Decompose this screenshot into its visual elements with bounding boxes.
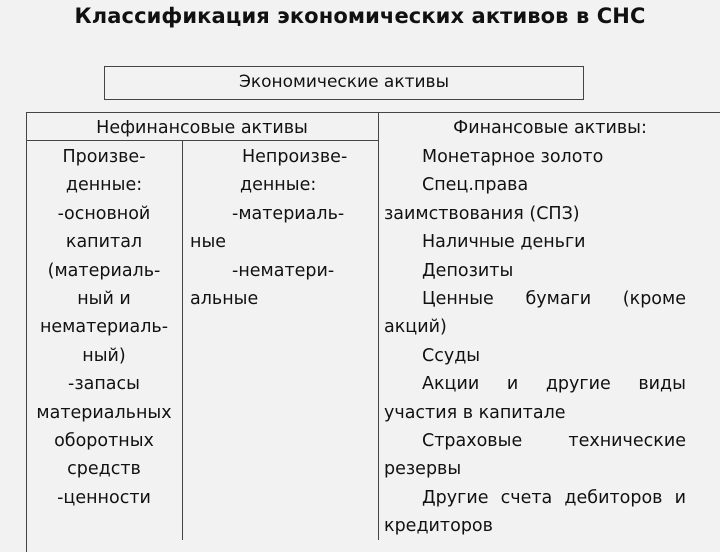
economic-assets-label: Экономические активы <box>238 72 450 92</box>
produced-line: нематериаль- <box>39 317 169 338</box>
produced-assets-column <box>26 143 182 512</box>
financial-line: Ссуды <box>422 345 481 366</box>
financial-line: заимствования (СПЗ) <box>384 203 580 224</box>
financial-line: резервы <box>384 459 462 480</box>
produced-line: Произве- <box>62 147 146 167</box>
financial-line: участия в капитале <box>384 402 566 423</box>
financial-line <box>384 285 686 313</box>
financial-word: Ценные <box>422 288 494 309</box>
financial-word: бумаги <box>525 288 592 309</box>
financial-line <box>384 370 686 398</box>
produced-line: капитал <box>65 232 143 253</box>
financial-line: Наличные деньги <box>422 232 586 253</box>
financial-header-text: Финансовые активы: <box>453 118 647 138</box>
nonproduced-line: -материаль- <box>232 203 345 224</box>
nonproduced-line: альные <box>190 288 259 309</box>
financial-word: и <box>506 374 519 395</box>
divider-main <box>378 112 379 540</box>
produced-line: -ценности <box>57 487 151 508</box>
nonproduced-line: денные: <box>240 175 317 196</box>
nonproduced-line: Непроизве- <box>242 147 348 167</box>
page-title: Классификация экономических активов в СНС <box>74 4 646 28</box>
financial-line: кредиторов <box>384 516 493 537</box>
financial-line <box>384 427 686 455</box>
financial-word: (кроме <box>622 288 686 309</box>
financial-word: дебиторов <box>564 487 663 508</box>
financial-assets-column <box>384 143 686 540</box>
financial-line: Монетарное золото <box>422 147 604 167</box>
produced-line: ный) <box>82 345 126 366</box>
nonfinancial-header-text: Нефинансовые активы <box>96 118 308 138</box>
produced-line: материальных <box>36 402 172 423</box>
nonproduced-assets-column <box>190 143 378 313</box>
produced-line: -запасы <box>68 374 140 395</box>
financial-word: Другие <box>422 487 489 508</box>
produced-line: ный и <box>77 288 131 309</box>
nonfinancial-header <box>26 114 378 142</box>
economic-assets-box <box>104 66 584 100</box>
financial-word: другие <box>545 374 611 395</box>
nonproduced-line: -нематери- <box>232 260 335 281</box>
produced-line: оборотных <box>54 430 154 451</box>
produced-line: (материаль- <box>47 260 161 281</box>
divider-produced <box>182 140 183 540</box>
nonproduced-line: ные <box>190 232 227 253</box>
financial-word: Акции <box>422 374 480 395</box>
financial-line: Депозиты <box>422 260 514 281</box>
produced-line: -основной <box>57 203 151 224</box>
financial-word: Страховые <box>422 430 523 451</box>
financial-word: счета <box>500 487 553 508</box>
financial-header <box>410 114 690 142</box>
financial-line: акций) <box>384 317 447 338</box>
produced-line: средств <box>67 459 141 480</box>
financial-line: Спец.права <box>422 175 529 196</box>
produced-line: денные: <box>65 175 143 196</box>
financial-word: и <box>674 487 686 508</box>
financial-word: виды <box>638 374 686 395</box>
financial-line <box>384 484 686 512</box>
financial-word: технические <box>568 430 686 451</box>
